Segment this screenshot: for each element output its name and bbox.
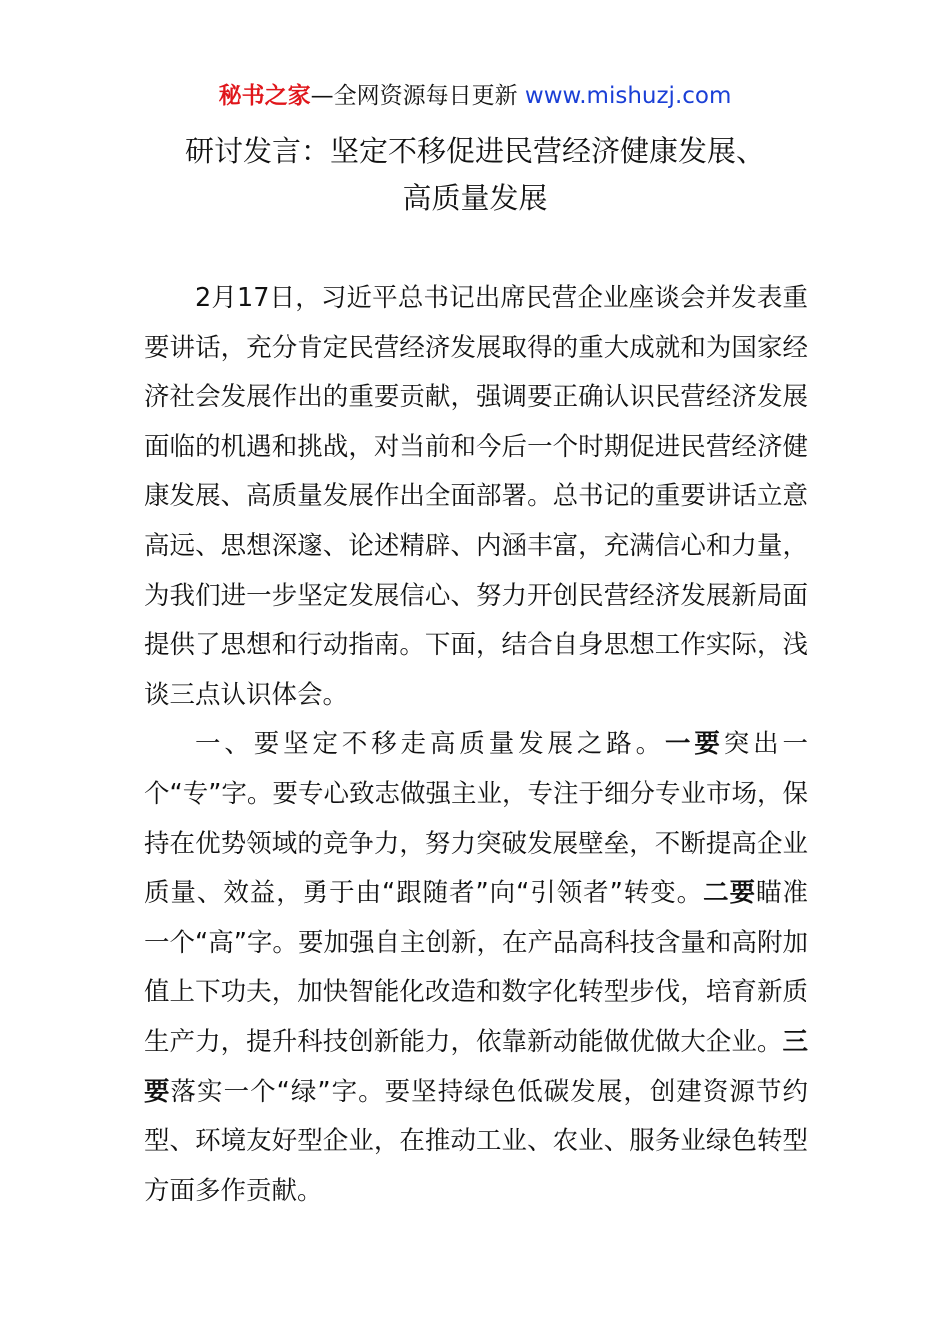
point-2-lead: 二要 xyxy=(703,878,757,909)
site-url-link[interactable]: www.mishuzj.com xyxy=(524,83,732,109)
site-header xyxy=(0,80,950,112)
document-body xyxy=(144,274,808,1216)
paragraph-section-one xyxy=(144,720,808,1216)
paragraph-intro: 2月17日，习近平总书记出席民营企业座谈会并发表重要讲话，充分肯定民营经济发展取得的重大成就和为国家经济社会发展作出的重要贡献，强调要正确认识民营经济发展面临的机遇和挑战，对当前和今后一个时期促进民营经济健康发展、高质量发展作出全面部署。总书记的重要讲话立意高远、思想深邃、论述精辟、内涵丰富，充满信心和力量，为我们进一步坚定发展信心、努力开创民营经济发展新局面提供了思想和行动指南。下面，结合自身思想工作实际，浅谈三点认识体会。 xyxy=(144,283,808,710)
point-3-lead: 三要 xyxy=(144,1026,808,1107)
title-line-1: 研讨发言：坚定不移促进民营经济健康发展、 xyxy=(184,134,765,168)
point-1-lead: 一要 xyxy=(664,729,724,760)
site-brand: 秘书之家 xyxy=(218,83,311,109)
point-2-text: 瞄准一个“高”字。要加强自主创新，在产品高科技含量和高附加值上下功夫，加快智能化改造和数字化转型步伐，培育新质生产力，提升科技创新能力，依靠新动能做优做大企业。 xyxy=(144,878,808,1057)
point-3-text: 落实一个“绿”字。要坚持绿色低碳发展，创建资源节约型、环境友好型企业，在推动工业、农业、服务业绿色转型方面多作贡献。 xyxy=(144,1076,808,1206)
title-line-2: 高质量发展 xyxy=(402,181,548,215)
section-heading: 一、要坚定不移走高质量发展之路。 xyxy=(195,729,665,760)
site-tagline: —全网资源每日更新 xyxy=(310,83,525,109)
point-1-text: 突出一个“专”字。要专心致志做强主业，专注于细分专业市场，保持在优势领域的竞争力，努力突破发展壁垒，不断提高企业质量、效益，勇于由“跟随者”向“引领者”转变。 xyxy=(144,729,808,909)
document-title xyxy=(0,128,950,222)
